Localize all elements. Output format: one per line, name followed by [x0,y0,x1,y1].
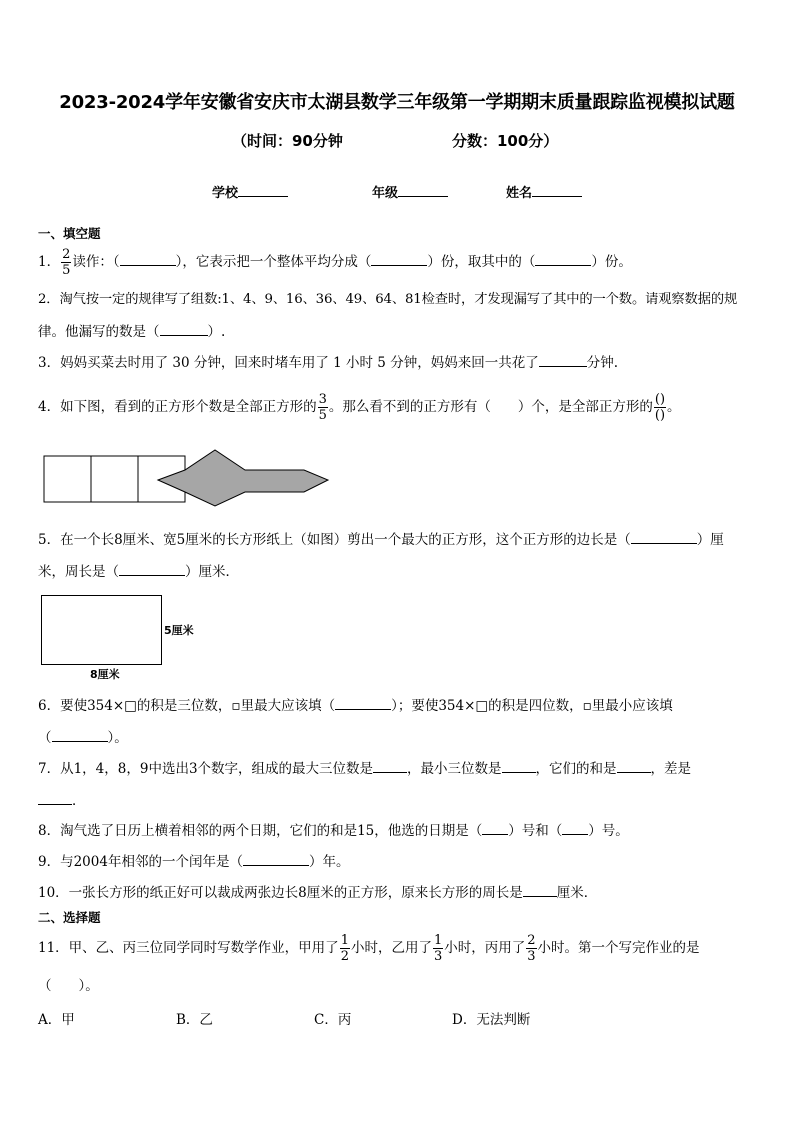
q6-blank-1[interactable] [335,697,391,710]
q11-option-a[interactable]: A．甲 [38,1012,75,1028]
q5-blank-2[interactable] [119,563,185,576]
q5-text-3: 米，周长是（ [38,564,119,580]
q1-blank-2[interactable] [371,253,427,266]
school-blank[interactable] [238,184,288,197]
q11-text-4: 小时。第一个写完作业的是 [537,940,700,956]
q11-option-d[interactable]: D．无法判断 [452,1012,531,1028]
q4-square-2 [91,456,138,502]
q10-text-1: 10．一张长方形的纸正好可以裁成两张边长8厘米的正方形，原来长方形的周长是 [38,885,523,901]
q4-text-1: 4．如下图，看到的正方形个数是全部正方形的 [38,399,317,415]
q1-text-4: ）份。 [591,254,632,270]
q7-text-4: ，差是 [650,761,692,777]
q7-blank-2[interactable] [502,760,536,773]
grade-blank[interactable] [398,184,448,197]
question-5-line-2 [38,562,239,582]
grade-field [372,182,448,201]
score-label: 分数：100分） [452,132,559,150]
q7-text-1: 7．从1，4，8，9中选出3个数字，组成的最大三位数是 [38,761,374,777]
q4-frac2-numerator: () [654,392,666,407]
grade-label: 年级 [372,186,399,201]
q5-width-label: 5厘米 [164,624,194,637]
q11-fraction-2 [433,934,443,963]
q4-text-3: 。 [667,399,681,415]
q11-frac3-denominator: 3 [527,949,536,964]
exam-title: 2023-2024学年安徽省安庆市太湖县数学三年级第一学期期末质量跟踪监视模拟试题 [59,92,735,113]
name-field [506,182,582,201]
q2-blank[interactable] [160,323,208,336]
question-8 [38,821,629,841]
q6-text-2: ）；要使354×□的积是四位数，▫里最小应该填 [391,698,673,714]
q4-square-1 [44,456,91,502]
q1-frac-numerator: 2 [62,247,71,262]
question-7-line-2 [38,791,86,811]
q5-text-4: ）厘米． [185,564,239,580]
q5-rectangle-figure [41,595,162,665]
question-3 [38,353,618,373]
q11-frac3-numerator: 2 [527,933,536,948]
question-1 [38,248,632,277]
q8-text-2: ）号和（ [508,823,563,839]
q6-text-1: 6．要使354×□的积是三位数，▫里最大应该填（ [38,698,336,714]
question-9 [38,852,349,872]
school-field [212,182,288,201]
q2-text-1: 律。他漏写的数是（ [38,324,160,340]
question-6-line-2 [38,728,128,748]
q3-text-2: 分钟. [586,355,618,371]
question-10 [38,883,597,903]
q11-fraction-1 [340,934,350,963]
question-6-line-1 [38,696,673,716]
q7-blank-3[interactable] [617,760,651,773]
q7-blank-1[interactable] [373,760,407,773]
q11-frac1-denominator: 2 [340,949,349,964]
q5-length-label: 8厘米 [90,668,120,681]
q11-text-3: 小时，丙用了 [444,940,526,956]
q8-blank-1[interactable] [482,822,508,835]
q11-frac2-denominator: 3 [433,949,443,964]
q11-frac2-numerator: 1 [433,933,443,948]
q4-text-2: 。那么看不到的正方形有（ ）个，是全部正方形的 [328,399,653,415]
q6-blank-2[interactable] [52,729,108,742]
q8-text-3: ）号。 [588,823,629,839]
q1-blank-3[interactable] [535,253,591,266]
q6-text-3: （ [38,730,52,746]
q3-text-1: 3．妈妈买菜去时用了 30 分钟，回来时堵车用了 1 小时 5 分钟，妈妈来回一共花了 [38,355,539,371]
question-5-line-1 [38,530,724,550]
q10-text-2: 厘米． [556,885,598,901]
section-fill-blank: 一、填空题 [38,226,101,241]
q5-blank-1[interactable] [631,531,697,544]
q11-frac1-numerator: 1 [340,933,349,948]
q4-fraction-1 [318,393,328,422]
question-2-line-1: 2．淘气按一定的规律写了组数:1、4、9、16、36、49、64、81检查时，才发现漏写了其中的一个数。请观察数据的规 [38,292,738,307]
q8-text-1: 8．淘气选了日历上横着相邻的两个日期，它们的和是15，他选的日期是（ [38,823,483,839]
name-blank[interactable] [532,184,582,197]
q4-frac2-denominator: () [654,408,666,423]
q1-fraction [61,248,71,277]
q9-text-2: ）年。 [308,854,350,870]
q5-text-2: ）厘 [696,532,724,548]
name-label: 姓名 [506,186,533,201]
q11-option-b[interactable]: B．乙 [176,1012,213,1028]
q4-frac1-numerator: 3 [318,392,327,407]
q2-text-2: ）. [207,324,226,340]
q1-text-2: ），它表示把一个整体平均分成（ [175,254,372,270]
q6-text-4: ）。 [107,730,128,746]
q7-text-5: ． [72,793,86,809]
q3-blank[interactable] [539,354,587,367]
q11-text-1: 11．甲、乙、丙三位同学同时写数学作业，甲用了 [38,940,339,956]
question-11-line-2: （ ）。 [38,978,99,994]
q11-fraction-3 [526,934,536,963]
q9-blank[interactable] [243,853,309,866]
q1-text-1: 读作：（ [72,254,120,270]
q7-text-3: ，它们的和是 [535,761,617,777]
q11-text-2: 小时，乙用了 [350,940,432,956]
q4-fraction-2 [654,393,666,422]
q1-blank-1[interactable] [120,253,176,266]
q7-text-2: ，最小三位数是 [407,761,502,777]
time-label: （时间：90分钟 [232,132,343,150]
q4-figure-squares [40,448,336,510]
q11-option-c[interactable]: C．丙 [314,1012,352,1028]
section-multiple-choice: 二、选择题 [38,910,101,925]
question-2-line-2 [38,322,225,342]
q7-blank-4[interactable] [38,792,72,805]
question-7-line-1 [38,759,691,779]
question-11-line-1 [38,934,700,963]
q4-frac1-denominator: 5 [318,408,327,423]
q1-number: 1． [38,254,61,270]
q9-text-1: 9．与2004年相邻的一个闰年是（ [38,854,243,870]
school-label: 学校 [212,186,239,201]
question-4 [38,393,681,422]
q8-blank-2[interactable] [562,822,588,835]
q1-frac-denominator: 5 [62,263,71,278]
q1-text-3: ）份，取其中的（ [427,254,536,270]
q10-blank[interactable] [523,884,557,897]
q5-text-1: 5．在一个长8厘米、宽5厘米的长方形纸上（如图）剪出一个最大的正方形，这个正方形的边长是（ [38,532,631,548]
